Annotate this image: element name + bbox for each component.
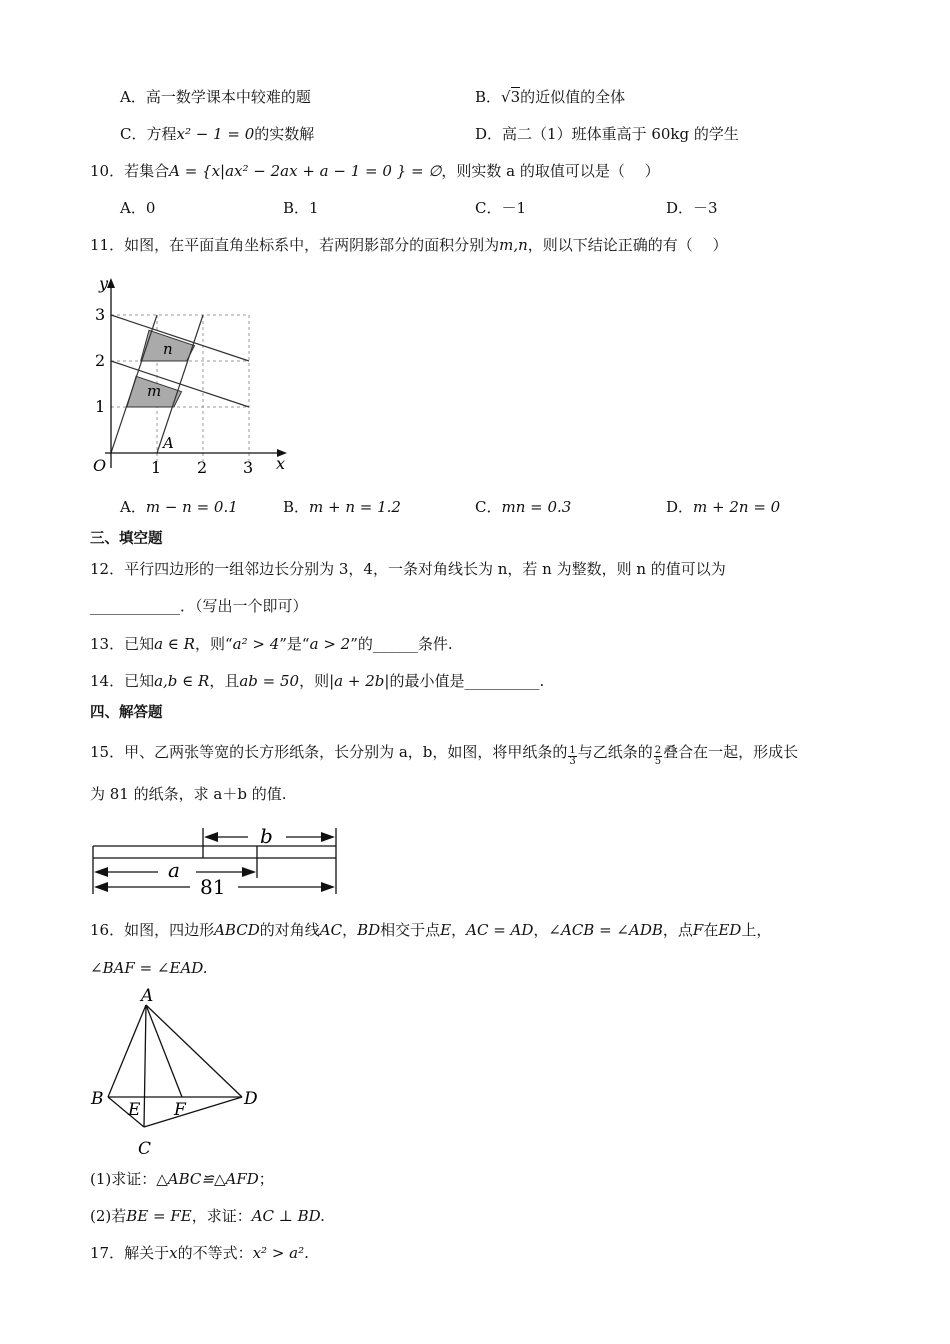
q16-line2 — [90, 958, 208, 978]
q14 — [90, 671, 544, 691]
q16-math5: AC = AD — [466, 921, 534, 939]
origin-label: O — [93, 456, 107, 475]
q10-option-a: A．0 — [120, 199, 156, 217]
q16-line1-h: 上， — [741, 921, 772, 939]
point-e-label: E — [128, 1100, 141, 1120]
vertex-c-label: C — [138, 1139, 152, 1159]
x-tick-3: 3 — [243, 458, 254, 477]
x-tick-1: 1 — [151, 458, 162, 477]
q15-line1-post: 叠合在一起，形成长 — [663, 743, 799, 761]
q14-math1: a,b ∈ R — [154, 672, 210, 690]
q16-part1-post: ； — [258, 1170, 274, 1188]
q16-line1-b: ， — [342, 921, 358, 939]
q11-option-b-math: m + n = 1.2 — [309, 498, 401, 516]
q17-math2: x² > a². — [252, 1244, 309, 1262]
section-fill-in-blank-heading: 三、填空题 — [90, 531, 163, 547]
q14-pre: 14．已知 — [90, 672, 155, 690]
q13-post: ”的______条件. — [350, 635, 453, 653]
y-tick-1: 1 — [95, 397, 106, 416]
q16-part2-pre: (2)若 — [90, 1207, 127, 1225]
q15-line2: 为 81 的纸条，求 a＋b 的值. — [90, 785, 287, 803]
q14-mid2: ，则 — [299, 672, 330, 690]
q9-option-c-text: 的实数解 — [254, 125, 315, 143]
fraction2-denominator: 5 — [654, 756, 662, 767]
q16-math6: ∠ACB = ∠ADB — [548, 921, 663, 939]
q15-line1 — [90, 742, 798, 767]
q10-option-b: B．1 — [283, 199, 319, 217]
q11-option-a — [120, 497, 238, 517]
q13 — [90, 634, 453, 654]
q16-part2-mid: ，求证： — [191, 1207, 252, 1225]
fraction2-numerator: 2 — [654, 745, 662, 756]
q11-option-c-label: C． — [475, 498, 502, 516]
q16-line1-pre: 16．如图，四边形 — [90, 921, 215, 939]
label-a: A — [163, 434, 174, 452]
q16-math4: E — [440, 921, 452, 939]
q14-mid1: ，且 — [209, 672, 240, 690]
q9-option-c-label: C．方程 — [120, 125, 177, 143]
q13-mid2: ”是“ — [279, 635, 310, 653]
strip-label-b: b — [260, 824, 273, 848]
q16-line1 — [90, 920, 771, 940]
fraction1-numerator: 1 — [569, 745, 576, 756]
q13-mid1: ，则“ — [194, 635, 233, 653]
q16-math3: BD — [357, 921, 381, 939]
q13-math1: a ∈ R — [154, 635, 195, 653]
q16-part2-math2: AC ⊥ BD. — [251, 1207, 325, 1225]
sqrt-symbol: √ — [501, 88, 511, 106]
q9-option-b-text: 的近似值的全体 — [520, 88, 626, 106]
q16-math7: F — [692, 921, 704, 939]
q15-paper-strip-figure — [88, 820, 348, 900]
q11-option-a-math: m − n = 0.1 — [145, 498, 238, 516]
q17 — [90, 1243, 309, 1263]
q11-option-a-label: A． — [120, 498, 146, 516]
q16-line1-c: 相交于点 — [380, 921, 441, 939]
q16-line1-d: ， — [451, 921, 467, 939]
q11-option-d — [666, 497, 780, 517]
q16-part2-math1: BE = FE — [126, 1207, 192, 1225]
q13-math3: a > 2 — [309, 635, 351, 653]
q16-line1-a: 的对角线 — [259, 921, 320, 939]
x-axis-label: x — [276, 454, 286, 473]
q11-option-d-math: m + 2n = 0 — [693, 498, 781, 516]
vertex-b-label: B — [91, 1089, 104, 1109]
q11-option-c — [475, 497, 571, 517]
q16-line1-g: 在 — [703, 921, 719, 939]
q11-option-c-math: mn = 0.3 — [501, 498, 572, 516]
point-f-label: F — [174, 1100, 186, 1120]
q10-stem-post: ，则实数 a 的取值可以是（ ） — [441, 162, 660, 180]
y-axis-arrow — [107, 278, 115, 288]
q14-post: 的最小值是__________. — [389, 672, 545, 690]
q12-line1: 12．平行四边形的一组邻边长分别为 3，4，一条对角线长为 n，若 n 为整数，则 n 的值可以为 — [90, 560, 726, 578]
q16-line2-math: ∠BAF = ∠EAD. — [90, 959, 208, 977]
q16-math8: ED — [718, 921, 742, 939]
q16-math2: AC — [319, 921, 343, 939]
q16-quadrilateral-figure — [86, 985, 266, 1160]
q17-mid: 的不等式： — [177, 1244, 253, 1262]
q15-line1-pre: 15．甲、乙两张等宽的长方形纸条，长分别为 a，b，如图，将甲纸条的 — [90, 743, 568, 761]
q11-stem — [90, 235, 728, 255]
q9-option-b — [475, 87, 625, 107]
q13-pre: 13．已知 — [90, 635, 155, 653]
fraction-two-fifths — [654, 746, 662, 767]
q11-stem-math: m,n — [499, 236, 528, 254]
y-tick-3: 3 — [95, 305, 106, 324]
q10-option-d: D．－3 — [666, 199, 718, 217]
q16-part1-pre: (1)求证： — [90, 1170, 157, 1188]
q10-option-c: C．－1 — [475, 199, 527, 217]
q16-part1-math: △ABC≌△AFD — [156, 1170, 259, 1188]
q9-option-b-label: B． — [475, 88, 502, 106]
strip-label-a: a — [168, 858, 180, 882]
vertex-a-label: A — [141, 986, 154, 1006]
y-tick-2: 2 — [95, 351, 106, 370]
q11-stem-pre: 11．如图，在平面直角坐标系中，若两阴影部分的面积分别为 — [90, 236, 500, 254]
q16-part2 — [90, 1206, 325, 1226]
label-n: n — [163, 340, 173, 358]
q11-option-b — [283, 497, 401, 517]
q11-coordinate-figure — [85, 268, 300, 480]
q14-math2: ab = 50 — [239, 672, 300, 690]
fraction1-denominator: 3 — [569, 756, 576, 767]
q16-line1-f: ，点 — [662, 921, 693, 939]
q9-option-d: D．高二（1）班体重高于 60kg 的学生 — [475, 125, 739, 143]
x-tick-2: 2 — [197, 458, 208, 477]
q17-pre: 17．解关于 — [90, 1244, 170, 1262]
q11-option-d-label: D． — [666, 498, 694, 516]
q16-math1: ABCD — [214, 921, 260, 939]
y-axis-label: y — [99, 274, 109, 293]
q12-line2: ____________．（写出一个即可） — [90, 597, 308, 615]
q9-option-c-math: x² − 1 = 0 — [176, 125, 255, 143]
q10-stem-pre: 10．若集合 — [90, 162, 170, 180]
q9-option-c — [120, 124, 314, 144]
label-m: m — [147, 382, 162, 400]
q10-stem — [90, 161, 660, 181]
section-solution-heading: 四、解答题 — [90, 705, 163, 721]
q14-math3: |a + 2b| — [329, 672, 390, 690]
vertex-d-label: D — [244, 1089, 258, 1109]
q16-line1-e: ， — [533, 921, 549, 939]
q15-line1-mid: 与乙纸条的 — [577, 743, 653, 761]
q11-stem-post: ，则以下结论正确的有（ ） — [527, 236, 728, 254]
q9-option-b-radicand: 3 — [510, 88, 521, 106]
q16-part1 — [90, 1169, 274, 1189]
q17-math1: x — [169, 1244, 178, 1262]
q13-math2: a² > 4 — [232, 635, 280, 653]
q11-option-b-label: B． — [283, 498, 310, 516]
fraction-one-third — [568, 746, 576, 767]
q9-option-a: A．高一数学课本中较难的题 — [120, 88, 311, 106]
strip-label-total: 81 — [200, 875, 226, 899]
q10-stem-math: A = {x|ax² − 2ax + a − 1 = 0 } = ∅ — [169, 162, 442, 180]
